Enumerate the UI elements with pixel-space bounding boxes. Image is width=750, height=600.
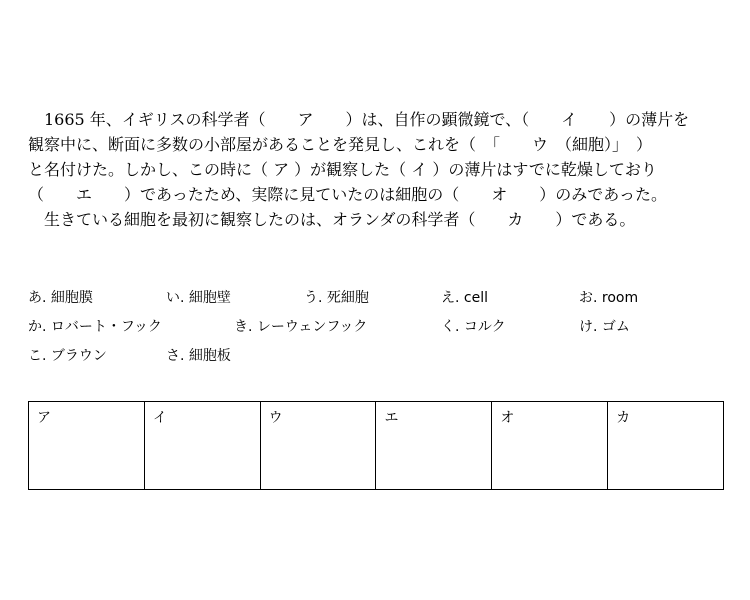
choice-o: お. room <box>579 290 639 306</box>
choice-ko: こ. ブラウン <box>28 348 107 364</box>
choice-a: あ. 細胞膜 <box>28 290 93 306</box>
answer-cell-e[interactable]: エ <box>376 402 492 490</box>
answer-choices <box>28 287 728 374</box>
choice-ke: け. ゴム <box>579 319 630 335</box>
passage-line-4: （ エ ）であったため、実際に見ていたのは細胞の（ オ ）のみであった。 <box>28 185 668 204</box>
passage-line-5: 生きている細胞を最初に観察したのは、オランダの科学者（ カ ）である。 <box>28 210 636 229</box>
answer-cell-a[interactable]: ア <box>29 402 145 490</box>
choice-row-2 <box>28 316 728 345</box>
answer-cell-i[interactable]: イ <box>144 402 260 490</box>
answer-cell-o[interactable]: オ <box>492 402 608 490</box>
passage-line-1: 1665 年、イギリスの科学者（ ア ）は、自作の顕微鏡で、（ イ ）の薄片を <box>28 110 690 129</box>
choice-sa: さ. 細胞板 <box>166 348 231 364</box>
question-passage <box>28 107 728 232</box>
answer-cell-ka[interactable]: カ <box>608 402 724 490</box>
choice-i: い. 細胞壁 <box>166 290 231 306</box>
passage-line-2: 観察中に、断面に多数の小部屋があることを発見し、これを（ 「 ウ （細胞）」 ） <box>28 135 653 154</box>
choice-ka: か. ロバート・フック <box>28 319 162 335</box>
choice-ku: く. コルク <box>441 319 506 335</box>
choice-row-1 <box>28 287 728 316</box>
choice-ki: き. レーウェンフック <box>234 319 368 335</box>
choice-e: え. cell <box>441 290 488 306</box>
answer-table <box>28 401 724 490</box>
choice-u: う. 死細胞 <box>304 290 369 306</box>
choice-row-3 <box>28 345 728 374</box>
answer-cell-u[interactable]: ウ <box>260 402 376 490</box>
answer-table-row <box>29 402 724 490</box>
passage-line-3: と名付けた。しかし、この時に（ ア ）が観察した（ イ ）の薄片はすでに乾燥しており <box>28 160 657 179</box>
